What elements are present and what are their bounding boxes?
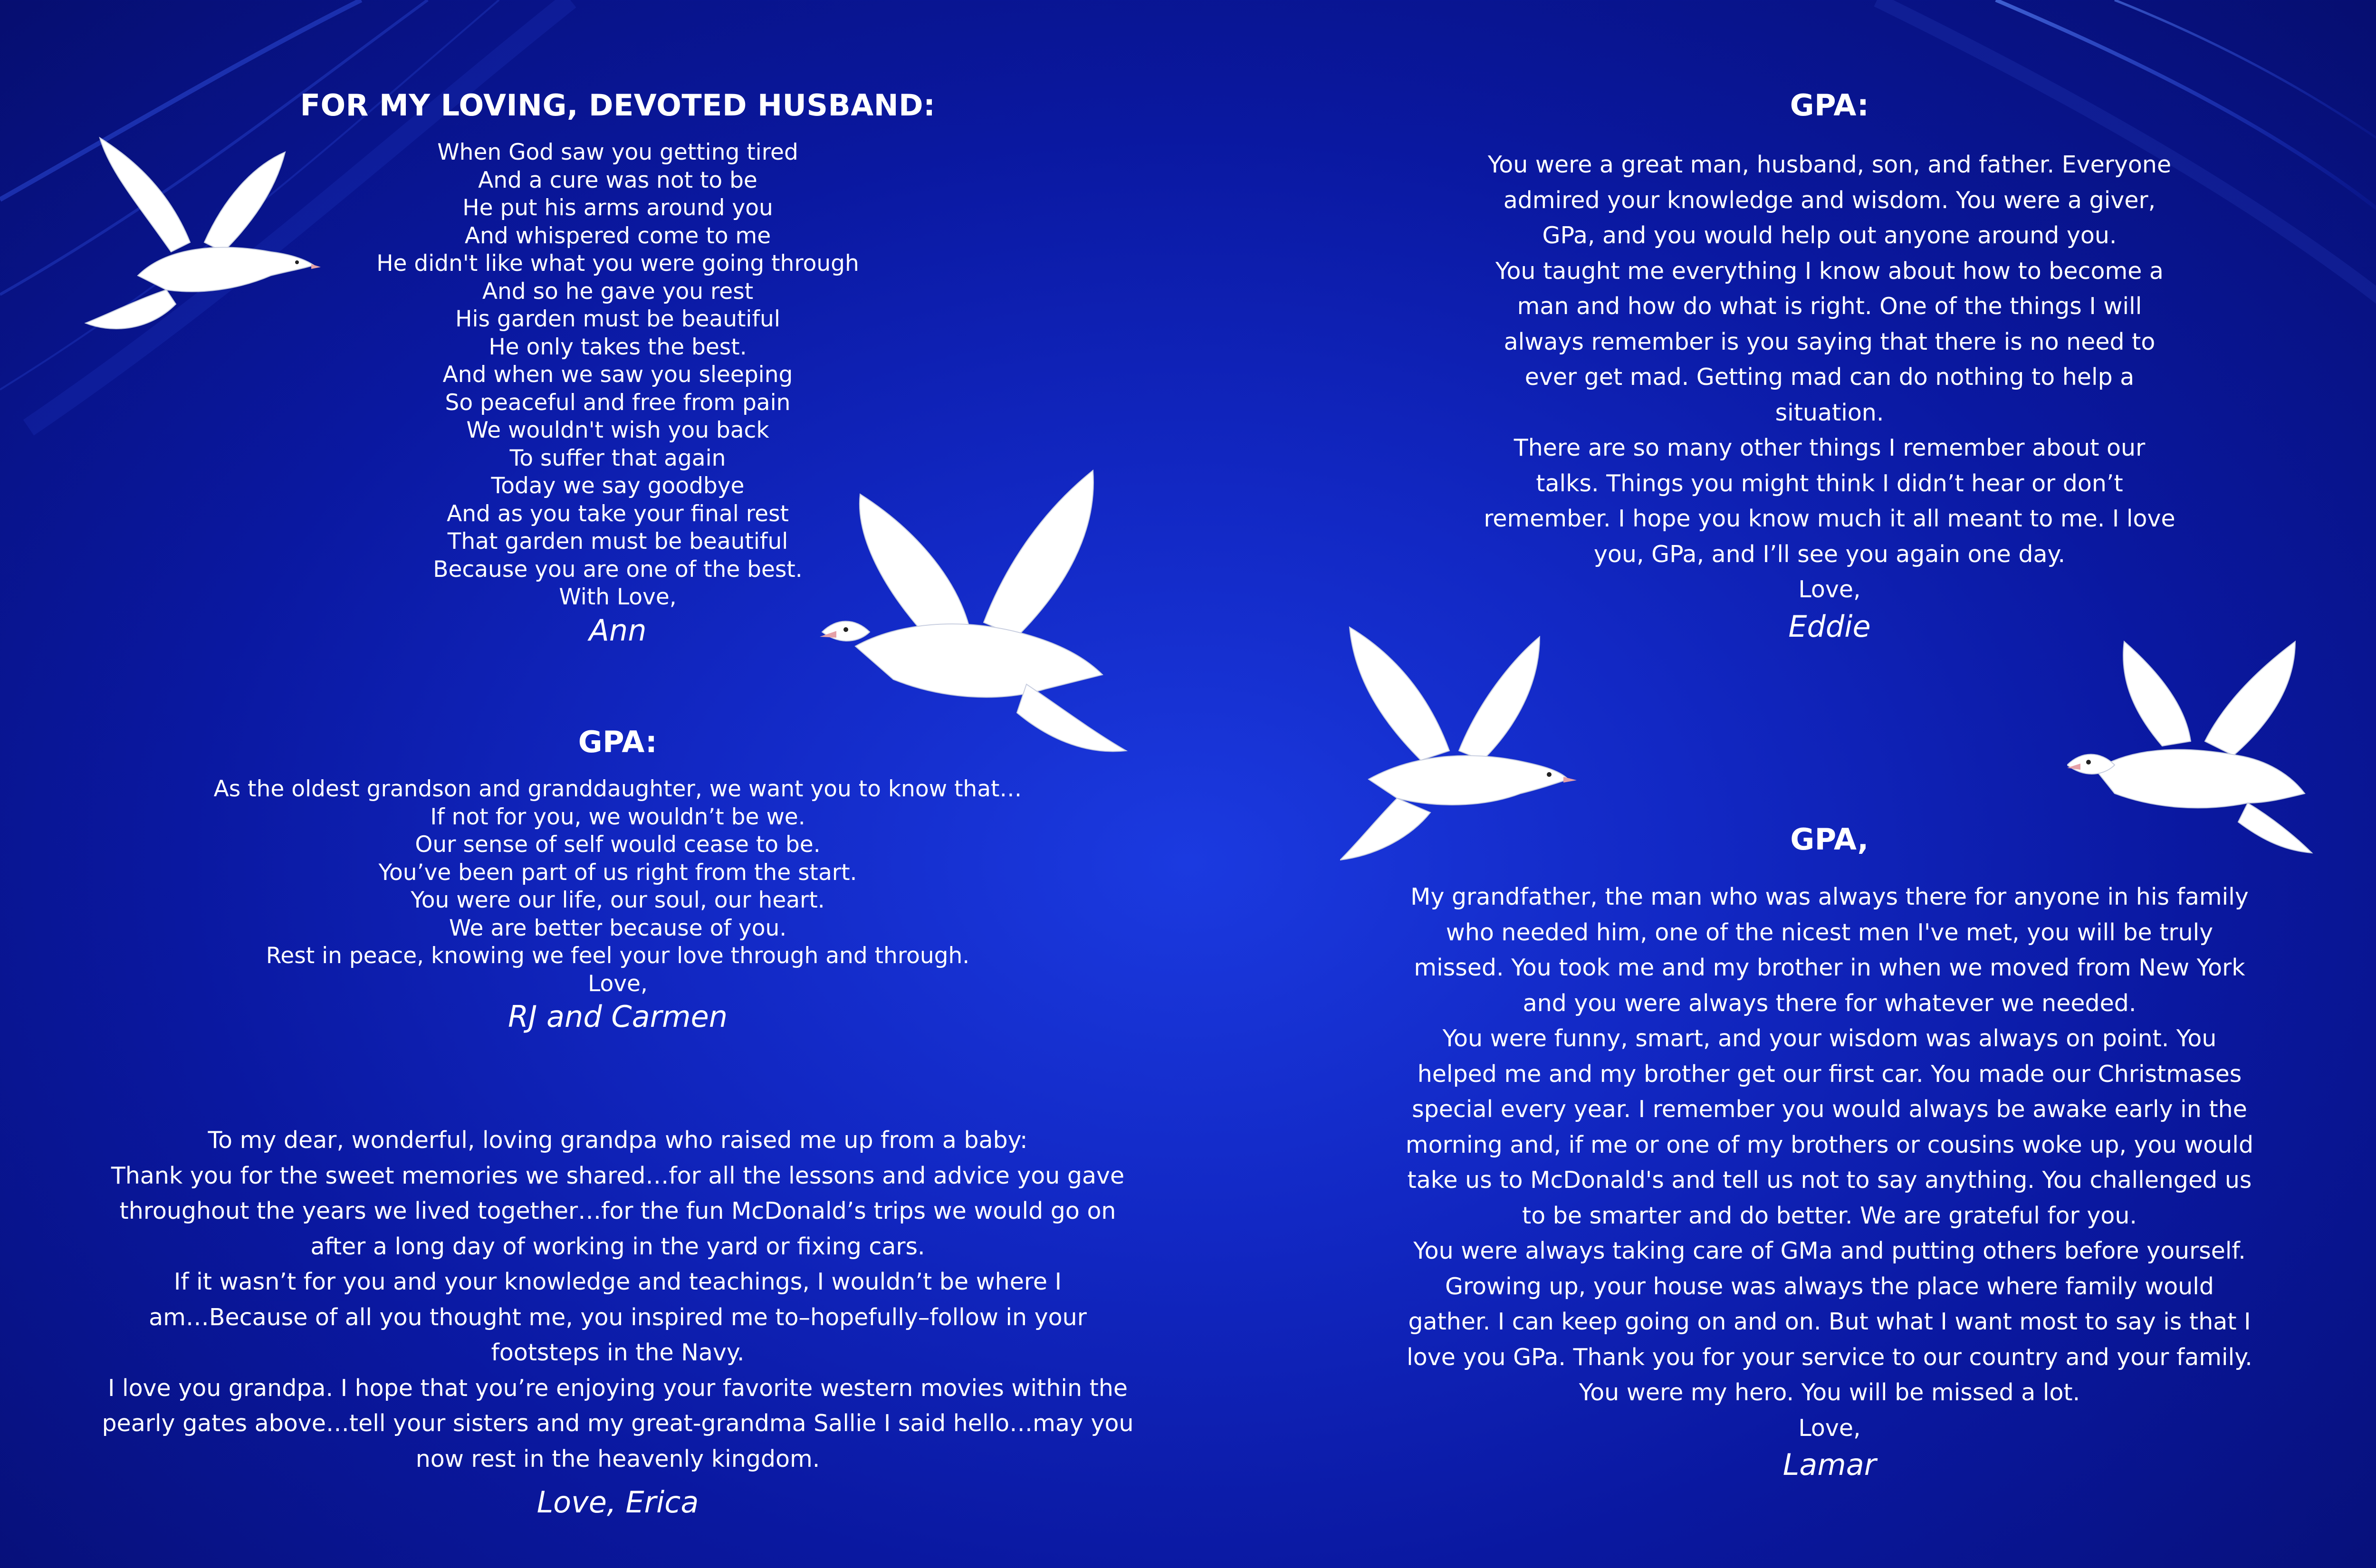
- text-line: footsteps in the Navy.: [491, 1339, 745, 1366]
- signature: Lamar: [1782, 1447, 1877, 1482]
- text-line: And when we saw you sleeping: [442, 362, 793, 388]
- signature: Love, Erica: [537, 1485, 699, 1520]
- text-line: To my dear, wonderful, loving grandpa who raised me up from a baby:: [208, 1127, 1028, 1154]
- text-line: gather. I can keep going on and on. But what I want most to say is that I: [1408, 1308, 2251, 1335]
- text-line: admired your knowledge and wisdom. You were a giver,: [1503, 186, 2156, 214]
- text-line: His garden must be beautiful: [455, 306, 780, 332]
- text-line: remember. I hope you know much it all meant to me. I love: [1484, 505, 2175, 532]
- signature: Eddie: [1788, 609, 1871, 644]
- text-line: and you were always there for whatever we needed.: [1523, 989, 2136, 1017]
- text-line: Love,: [1798, 1414, 1861, 1442]
- text-line: always remember is you saying that there is no need to: [1504, 328, 2156, 355]
- text-line: He put his arms around you: [462, 195, 773, 221]
- text-line: Rest in peace, knowing we feel your love through and through.: [266, 943, 970, 969]
- signature: RJ and Carmen: [508, 999, 728, 1034]
- gpa-lamar: [1354, 822, 2305, 1484]
- message-lines: [1378, 147, 2281, 608]
- text-line: throughout the years we lived together…for the fun McDonald’s trips we would go on: [119, 1197, 1116, 1224]
- poem-lines: [95, 775, 1140, 998]
- text-line: As the oldest grandson and granddaughter, we want you to know that…: [213, 776, 1022, 802]
- message-lines: [71, 1123, 1164, 1477]
- erica-message: [71, 1123, 1164, 1521]
- text-line: now rest in the heavenly kingdom.: [415, 1445, 820, 1472]
- text-line: You were our life, our soul, our heart.: [411, 887, 825, 913]
- section-title: FOR MY LOVING, DEVOTED HUSBAND:: [300, 88, 936, 123]
- text-line: talks. Things you might think I didn’t hear or don’t: [1536, 469, 2123, 497]
- text-line: So peaceful and free from pain: [445, 389, 791, 416]
- text-line: situation.: [1775, 399, 1884, 426]
- text-line: My grandfather, the man who was always there for anyone in his family: [1410, 883, 2249, 910]
- text-line: And so he gave you rest: [482, 278, 754, 305]
- text-line: ever get mad. Getting mad can do nothing to help a: [1524, 363, 2135, 391]
- text-line: When God saw you getting tired: [437, 139, 798, 165]
- text-line: Our sense of self would cease to be.: [415, 832, 821, 858]
- text-line: And as you take your final rest: [447, 500, 789, 527]
- text-line: You’ve been part of us right from the start.: [378, 859, 857, 886]
- signature: Ann: [589, 612, 647, 648]
- text-line: Growing up, your house was always the place where family would: [1445, 1272, 2214, 1300]
- text-line: to be smarter and do better. We are grateful for you.: [1522, 1202, 2137, 1229]
- text-line: morning and, if me or one of my brothers or cousins woke up, you would: [1405, 1131, 2254, 1158]
- text-line: If not for you, we wouldn’t be we.: [430, 803, 805, 830]
- text-line: He only takes the best.: [489, 334, 747, 360]
- text-line: And whispered come to me: [464, 222, 771, 249]
- text-line: There are so many other things I remember about our: [1514, 434, 2146, 461]
- text-line: man and how do what is right. One of the things I will: [1517, 293, 2142, 320]
- text-line: You were funny, smart, and your wisdom was always on point. You: [1442, 1025, 2217, 1052]
- message-lines: [1354, 880, 2305, 1446]
- section-title: GPA,: [1790, 822, 1869, 857]
- text-line: You taught me everything I know about how to become a: [1495, 257, 2164, 285]
- text-line: If it wasn’t for you and your knowledge and teachings, I wouldn’t be where I: [173, 1268, 1062, 1295]
- text-line: missed. You took me and my brother in when we moved from New York: [1414, 954, 2245, 981]
- text-line: Love,: [588, 970, 648, 997]
- text-line: He didn't like what you were going through: [376, 250, 859, 277]
- poem-lines: [285, 139, 950, 612]
- text-line: We wouldn't wish you back: [466, 417, 769, 443]
- text-line: special every year. I remember you would always be awake early in the: [1412, 1096, 2247, 1123]
- text-line: who needed him, one of the nicest men I've met, you will be truly: [1446, 918, 2213, 946]
- gpa-rj-carmen: [95, 725, 1140, 1036]
- text-line: am…Because of all you thought me, you inspired me to–hopefully–follow in your: [149, 1303, 1087, 1331]
- text-line: You were always taking care of GMa and putting others before yourself.: [1413, 1237, 2246, 1264]
- text-line: Because you are one of the best.: [433, 556, 803, 583]
- text-line: take us to McDonald's and tell us not to say anything. You challenged us: [1407, 1166, 2252, 1194]
- section-title: GPA:: [578, 725, 658, 759]
- text-line: We are better because of you.: [449, 915, 787, 941]
- text-line: Love,: [1798, 576, 1861, 603]
- text-line: You were my hero. You will be missed a lot.: [1579, 1379, 2080, 1406]
- text-line: And a cure was not to be: [478, 167, 757, 193]
- text-line: To suffer that again: [509, 445, 726, 471]
- text-line: Thank you for the sweet memories we shared…for all the lessons and advice you gave: [111, 1162, 1125, 1189]
- section-title: GPA:: [1790, 88, 1869, 123]
- text-line: love you GPa. Thank you for your service to our country and your family.: [1407, 1343, 2252, 1371]
- husband-poem: [285, 88, 950, 650]
- text-line: helped me and my brother get our first car. You made our Christmases: [1417, 1060, 2242, 1088]
- text-line: Today we say goodbye: [491, 473, 745, 499]
- text-line: That garden must be beautiful: [447, 528, 788, 555]
- text-line: With Love,: [559, 584, 677, 610]
- text-line: GPa, and you would help out anyone around you.: [1542, 222, 2117, 249]
- text-line: pearly gates above…tell your sisters and my great-grandma Sallie I said hello…may you: [102, 1410, 1134, 1437]
- text-line: after a long day of working in the yard or fixing cars.: [310, 1233, 925, 1260]
- gpa-eddie: [1378, 88, 2281, 646]
- text-line: You were a great man, husband, son, and father. Everyone: [1487, 151, 2172, 178]
- text-line: I love you grandpa. I hope that you’re enjoying your favorite western movies within the: [107, 1374, 1128, 1402]
- text-line: you, GPa, and I’ll see you again one day.: [1593, 540, 2066, 568]
